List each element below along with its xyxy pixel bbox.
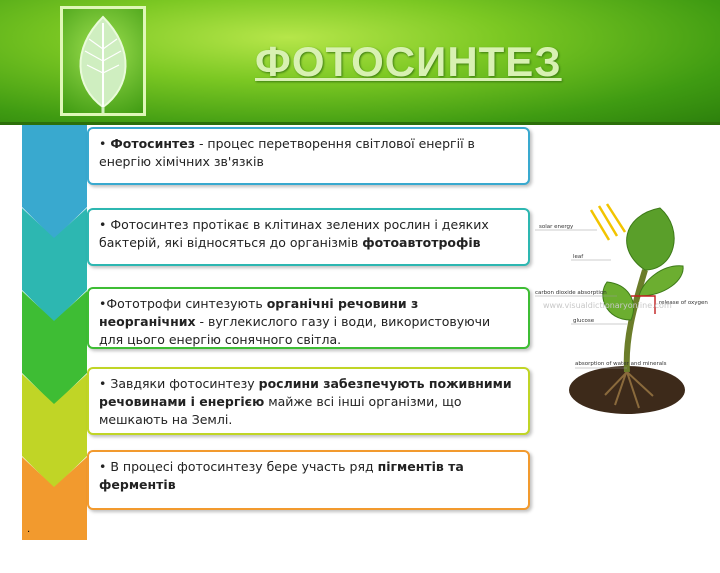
text-run: рослини забезпечують поживними речовинами і енергією bbox=[99, 376, 512, 409]
text-run: - процес перетворення світлової енергії в енергію хімічних зв'язків bbox=[99, 136, 475, 169]
text-run: • bbox=[99, 136, 111, 151]
leaf-icon bbox=[60, 6, 146, 116]
step-box-2 bbox=[87, 208, 530, 266]
watermark-url: www.visualdictionaryonline.com bbox=[543, 301, 672, 310]
page-title: ФОТОСИНТЕЗ bbox=[255, 38, 562, 85]
text-run: • Фотосинтез протікає в клітинах зелених рослин і деяких бактерій, які відносяться до організмів bbox=[99, 217, 489, 250]
text-run: • В процесі фотосинтезу бере участь ряд bbox=[99, 459, 378, 474]
text-run: органічні речовини з неорганічних bbox=[99, 296, 419, 329]
text-run: пігментів та ферментів bbox=[99, 459, 464, 492]
step-box-1 bbox=[87, 127, 530, 185]
label-leaf: leaf bbox=[573, 254, 584, 260]
text-run: Фотосинтез bbox=[110, 136, 195, 151]
solar-rays bbox=[591, 204, 625, 240]
label-oxygen: release of oxygen bbox=[659, 300, 708, 306]
header-banner bbox=[0, 0, 720, 125]
plant-diagram bbox=[535, 200, 715, 415]
step-box-3 bbox=[87, 287, 530, 349]
text-run: майже всі інші організми, що мешкають на Землі. bbox=[99, 394, 462, 427]
text-run: • Завдяки фотосинтезу bbox=[99, 376, 259, 391]
text-run: - вуглекислого газу і води, використовуючи для цього енергію сонячного світла. bbox=[99, 314, 491, 347]
label-co2: carbon dioxide absorption bbox=[535, 290, 607, 296]
footer-mark: . bbox=[27, 524, 31, 535]
label-glucose: glucose bbox=[573, 318, 595, 324]
leaf-large bbox=[627, 208, 675, 270]
step-box-5 bbox=[87, 450, 530, 510]
stem bbox=[627, 270, 645, 372]
step-arrow-5 bbox=[22, 457, 87, 573]
step-box-4 bbox=[87, 367, 530, 435]
text-run: фотоавтотрофів bbox=[362, 235, 481, 250]
label-water: absorption of water and minerals bbox=[575, 361, 667, 367]
label-solar: solar energy bbox=[539, 224, 574, 230]
text-run: •Фототрофи синтезують bbox=[99, 296, 267, 311]
